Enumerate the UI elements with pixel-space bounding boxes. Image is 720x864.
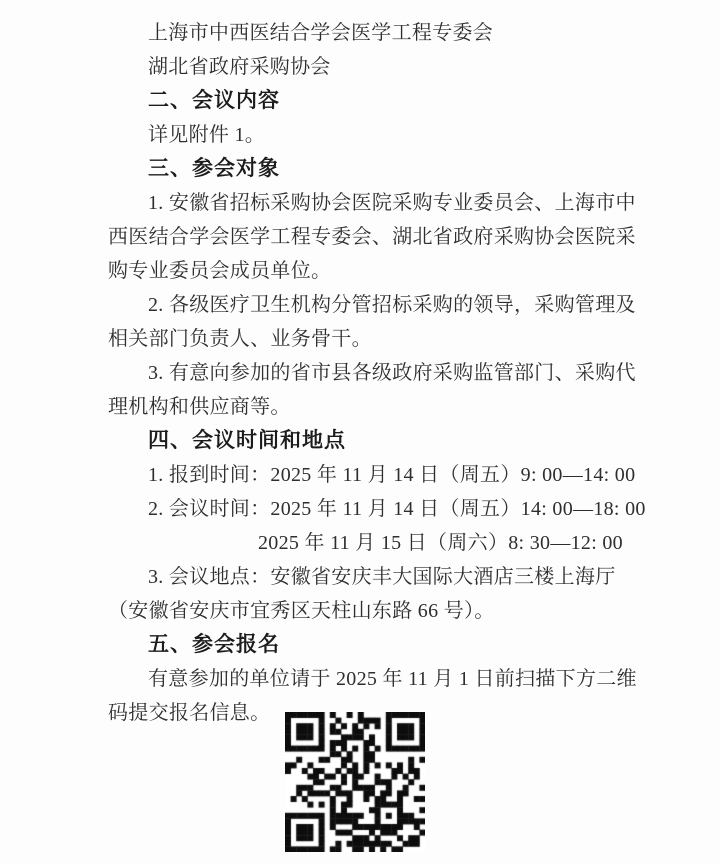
text-line: 详见附件 1。 <box>148 124 266 146</box>
section-heading: 五、参会报名 <box>148 633 280 656</box>
text-line: 购专业委员会成员单位。 <box>108 260 332 282</box>
section-heading: 二、会议内容 <box>148 89 280 112</box>
text-line: 2. 会议时间：2025 年 11 月 14 日（周五）14: 00—18: 00 <box>148 498 646 520</box>
text-line: 1. 安徽省招标采购协会医院采购专业委员会、上海市中 <box>148 192 636 214</box>
text-line: 上海市中西医结合学会医学工程专委会 <box>148 22 494 44</box>
text-line: 2025 年 11 月 15 日（周六）8: 30—12: 00 <box>258 532 623 554</box>
text-line: （安徽省安庆市宜秀区天柱山东路 66 号）。 <box>108 600 495 622</box>
section-heading: 三、参会对象 <box>148 157 280 180</box>
text-line: 1. 报到时间：2025 年 11 月 14 日（周五）9: 00—14: 00 <box>148 464 636 486</box>
text-line: 湖北省政府采购协会 <box>148 56 331 78</box>
text-line: 3. 会议地点：安徽省安庆丰大国际大酒店三楼上海厅 <box>148 566 616 588</box>
text-line: 码提交报名信息。 <box>108 702 271 724</box>
registration-qr-code <box>285 712 425 852</box>
text-line: 相关部门负责人、业务骨干。 <box>108 328 372 350</box>
text-line: 3. 有意向参加的省市县各级政府采购监管部门、采购代 <box>148 362 636 384</box>
document-body <box>108 16 646 730</box>
text-line: 理机构和供应商等。 <box>108 396 291 418</box>
section-heading: 四、会议时间和地点 <box>148 429 346 452</box>
text-line: 有意参加的单位请于 2025 年 11 月 1 日前扫描下方二维 <box>148 668 637 690</box>
text-line: 西医结合学会医学工程专委会、湖北省政府采购协会医院采 <box>108 226 636 248</box>
text-line: 2. 各级医疗卫生机构分管招标采购的领导，采购管理及 <box>148 294 636 316</box>
